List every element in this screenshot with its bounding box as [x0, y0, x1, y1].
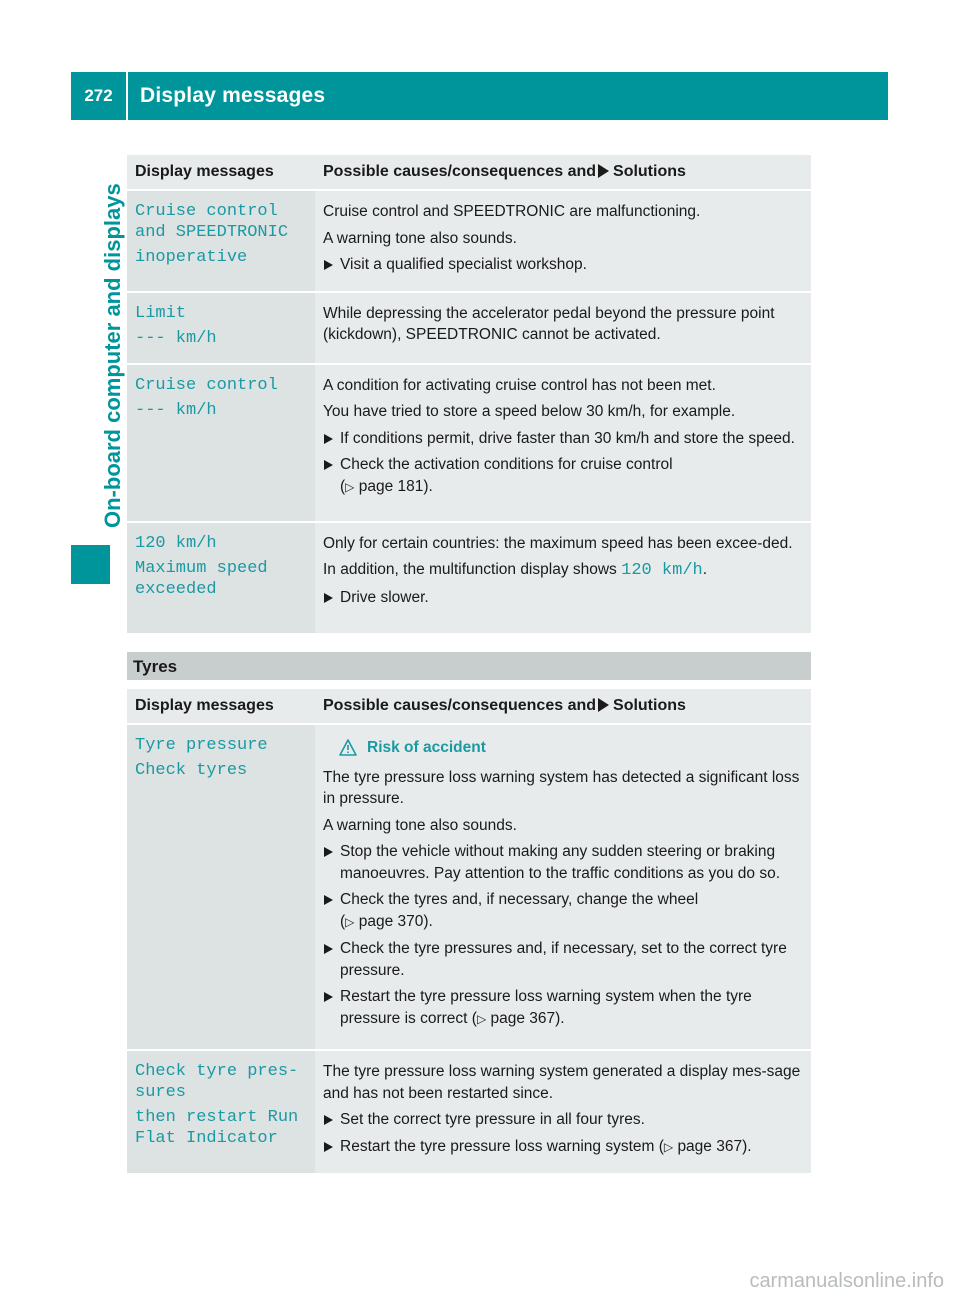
display-message-code: Tyre pressure Check tyres [127, 724, 315, 1050]
solution-step: Drive slower. [323, 587, 803, 609]
page-number: 272 [84, 86, 113, 105]
chapter-marker [71, 545, 110, 584]
display-message-code: Cruise control --- km/h [127, 364, 315, 522]
table-row [127, 522, 811, 634]
column-header-causes: Possible causes/consequences and Solutions [315, 689, 811, 724]
cruise-control-table [127, 155, 811, 635]
risk-warning [339, 737, 803, 759]
page-reference: page 181). [358, 477, 433, 495]
table-header-row [127, 689, 811, 724]
inline-display-code: 120 km/h [621, 561, 703, 580]
solution-step: Check the tyre pressures and, if necessary, set to the correct tyre pressure. [323, 938, 803, 981]
page-reference-icon: ▷ [476, 1011, 487, 1026]
solution-step: If conditions permit, drive faster than 30 km/h and store the speed. [323, 428, 803, 450]
table-row [127, 724, 811, 1050]
column-header-causes: Possible causes/consequences and Solutions [315, 155, 811, 190]
solution-arrow-icon [598, 164, 609, 178]
display-message-code: 120 km/h Maximum speed exceeded [127, 522, 315, 634]
display-message-code: Check tyre pres-sures then restart Run Flat Indicator [127, 1050, 315, 1174]
message-description: Only for certain countries: the maximum speed has been excee-ded. In addition, the multifunction display shows 120 km/h. Drive slower. [315, 522, 811, 634]
warning-triangle-icon [339, 739, 357, 756]
solution-arrow-icon [598, 698, 609, 712]
solution-step: Restart the tyre pressure loss warning system when the tyre pressure is correct (▷ page 367). [323, 986, 803, 1030]
display-message-code: Cruise control and SPEEDTRONIC inoperative [127, 190, 315, 292]
page-reference-icon: ▷ [663, 1139, 674, 1154]
solution-step: Check the activation conditions for cruise control (▷ page 181). [323, 454, 803, 498]
table-row [127, 190, 811, 292]
page-reference: page 370). [358, 912, 433, 930]
page-reference-icon: ▷ [345, 479, 355, 494]
solution-step: Set the correct tyre pressure in all four tyres. [323, 1109, 803, 1131]
table-row [127, 1050, 811, 1174]
column-header-display-messages: Display messages [127, 155, 315, 190]
table-header-row [127, 155, 811, 190]
page-reference-icon: ▷ [345, 914, 355, 929]
solution-step: Check the tyres and, if necessary, change the wheel (▷ page 370). [323, 889, 803, 933]
page-reference: page 367). [490, 1009, 565, 1027]
solution-step: Visit a qualified specialist workshop. [323, 254, 803, 276]
message-description: Risk of accident The tyre pressure loss warning system has detected a significant loss in pressure. A warning tone also sounds. Stop the vehicle without making any sudden steering or braking manoeuvres. Pay attention to the traffic conditions as you do so. Check the tyres and, if necessary, change the wheel (▷ page 370). Check the tyre pressures and, if necessary, set to the correct tyre pressure. Restart the tyre pressure loss warning system when the tyre pressure is correct (▷ page 367). [315, 724, 811, 1050]
page-reference: page 367). [677, 1137, 752, 1155]
message-description: The tyre pressure loss warning system generated a display mes-sage and has not been restarted since. Set the correct tyre pressure in all four tyres. Restart the tyre pressure loss warning system (▷ page 367). [315, 1050, 811, 1174]
section-title-bar [127, 652, 811, 680]
watermark: carmanualsonline.info [749, 1270, 944, 1292]
solution-step: Stop the vehicle without making any sudden steering or braking manoeuvres. Pay attention to the traffic conditions as you do so. [323, 841, 803, 884]
message-description: While depressing the accelerator pedal beyond the pressure point (kickdown), SPEEDTRONIC cannot be activated. [315, 292, 811, 364]
message-description: Cruise control and SPEEDTRONIC are malfunctioning. A warning tone also sounds. Visit a qualified specialist workshop. [315, 190, 811, 292]
tyres-table [127, 689, 811, 1175]
solution-step: Restart the tyre pressure loss warning system (▷ page 367). [323, 1136, 803, 1159]
display-message-code: Limit --- km/h [127, 292, 315, 364]
side-chapter-label: On-board computer and displays [100, 183, 125, 528]
column-header-display-messages: Display messages [127, 689, 315, 724]
table-row [127, 292, 811, 364]
risk-label: Risk of accident [367, 739, 486, 756]
section-title: Tyres [133, 657, 178, 676]
table-row [127, 364, 811, 522]
message-description: A condition for activating cruise control has not been met. You have tried to store a speed below 30 km/h, for example. If conditions permit, drive faster than 30 km/h and store the speed. Check the activation conditions for cruise control (▷ page 181). [315, 364, 811, 522]
page-title: Display messages [140, 84, 326, 107]
page-header [71, 72, 888, 120]
